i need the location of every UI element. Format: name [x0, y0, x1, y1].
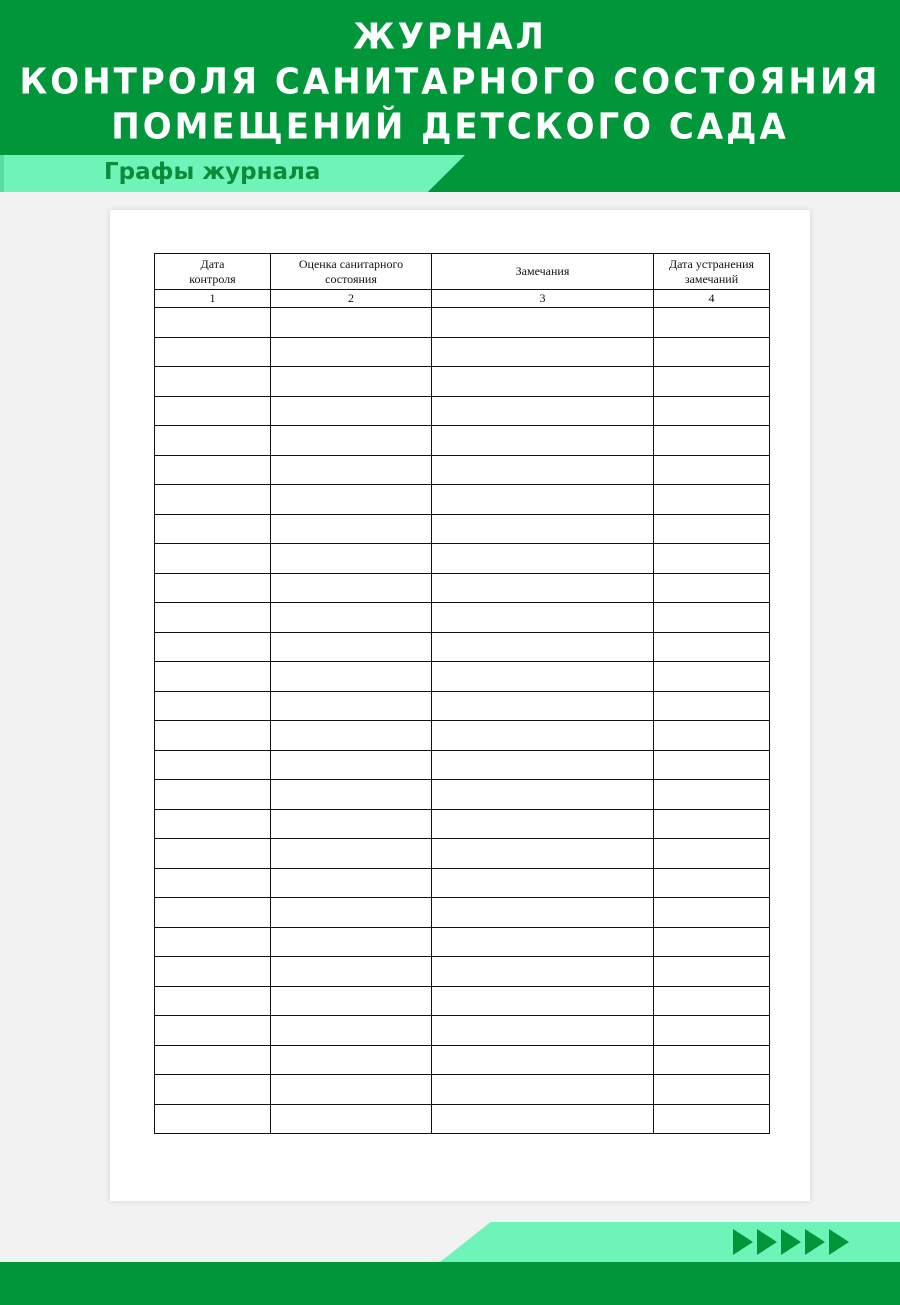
table-row: [155, 809, 770, 839]
title-line-2: КОНТРОЛЯ САНИТАРНОГО СОСТОЯНИЯ: [19, 60, 881, 103]
table-cell: [654, 367, 770, 397]
table-cell: [155, 426, 271, 456]
table-cell: [432, 632, 654, 662]
title-line-1: ЖУРНАЛ: [353, 15, 547, 58]
table-cell: [155, 308, 271, 338]
table-row: [155, 662, 770, 692]
table-row: [155, 927, 770, 957]
table-cell: [271, 957, 432, 987]
table-cell: [271, 485, 432, 515]
table-cell: [155, 603, 271, 633]
table-cell: [271, 898, 432, 928]
table-cell: [271, 1075, 432, 1105]
arrow-right-icon: [733, 1229, 753, 1255]
table-cell: [155, 691, 271, 721]
table-cell: [432, 839, 654, 869]
table-cell: [155, 455, 271, 485]
table-row: [155, 485, 770, 515]
table-cell: [155, 780, 271, 810]
table-cell: [155, 544, 271, 574]
table-cell: [271, 780, 432, 810]
table-cell: [432, 426, 654, 456]
table-cell: [155, 809, 271, 839]
column-number: 2: [271, 290, 432, 308]
table-cell: [654, 514, 770, 544]
table-cell: [432, 1045, 654, 1075]
table-cell: [155, 868, 271, 898]
table-cell: [155, 337, 271, 367]
table-cell: [654, 721, 770, 751]
table-cell: [271, 367, 432, 397]
table-row: [155, 396, 770, 426]
journal-page: [110, 210, 810, 1201]
table-row: [155, 1075, 770, 1105]
table-cell: [271, 986, 432, 1016]
table-cell: [271, 721, 432, 751]
table-row: [155, 957, 770, 987]
table-cell: [432, 1104, 654, 1134]
table-cell: [155, 957, 271, 987]
table-row: [155, 514, 770, 544]
table-cell: [271, 426, 432, 456]
journal-table: [154, 253, 770, 1134]
table-cell: [432, 898, 654, 928]
table-row: [155, 573, 770, 603]
table-row: [155, 986, 770, 1016]
table-cell: [654, 780, 770, 810]
table-cell: [432, 485, 654, 515]
table-cell: [432, 957, 654, 987]
table-cell: [271, 337, 432, 367]
table-cell: [654, 1075, 770, 1105]
table-cell: [654, 839, 770, 869]
table-cell: [271, 308, 432, 338]
table-row: [155, 1045, 770, 1075]
table-cell: [271, 662, 432, 692]
table-cell: [654, 898, 770, 928]
table-cell: [654, 1016, 770, 1046]
table-cell: [654, 485, 770, 515]
table-cell: [155, 367, 271, 397]
table-cell: [155, 1075, 271, 1105]
table-cell: [155, 721, 271, 751]
table-cell: [432, 780, 654, 810]
table-row: [155, 721, 770, 751]
table-cell: [155, 986, 271, 1016]
table-cell: [654, 396, 770, 426]
table-body: [155, 308, 770, 1134]
table-row: [155, 426, 770, 456]
table-cell: [654, 632, 770, 662]
table-cell: [271, 691, 432, 721]
table-cell: [654, 750, 770, 780]
table-row: [155, 308, 770, 338]
table-cell: [432, 1016, 654, 1046]
table-row: [155, 898, 770, 928]
arrow-right-icon: [781, 1229, 801, 1255]
table-cell: [432, 573, 654, 603]
column-number: 4: [654, 290, 770, 308]
table-cell: [654, 957, 770, 987]
table-cell: [155, 573, 271, 603]
column-number: 1: [155, 290, 271, 308]
column-header-control-date: Дата контроля: [155, 254, 271, 290]
column-header-sanitary-assessment: Оценка санитарного состояния: [271, 254, 432, 290]
table-cell: [432, 544, 654, 574]
table-cell: [271, 544, 432, 574]
table-cell: [155, 750, 271, 780]
table-cell: [654, 691, 770, 721]
table-cell: [155, 514, 271, 544]
table-cell: [654, 1045, 770, 1075]
table-row: [155, 544, 770, 574]
table-cell: [271, 809, 432, 839]
table-cell: [432, 868, 654, 898]
table-cell: [432, 986, 654, 1016]
table-cell: [432, 396, 654, 426]
table-header-row: [155, 254, 770, 290]
table-cell: [654, 927, 770, 957]
column-number: 3: [432, 290, 654, 308]
table-cell: [271, 1045, 432, 1075]
table-cell: [432, 603, 654, 633]
table-cell: [654, 544, 770, 574]
table-cell: [271, 1016, 432, 1046]
table-cell: [271, 603, 432, 633]
column-header-fix-date: Дата устранения замечаний: [654, 254, 770, 290]
table-cell: [271, 927, 432, 957]
table-cell: [432, 337, 654, 367]
table-cell: [271, 750, 432, 780]
table-cell: [432, 367, 654, 397]
title-line-3: ПОМЕЩЕНИЙ ДЕТСКОГО САДА: [111, 106, 789, 149]
table-cell: [155, 396, 271, 426]
table-cell: [654, 337, 770, 367]
table-row: [155, 367, 770, 397]
table-cell: [155, 632, 271, 662]
arrows-decoration: [733, 1229, 853, 1257]
arrow-right-icon: [829, 1229, 849, 1255]
section-subtitle: Графы журнала: [104, 159, 321, 185]
table-cell: [432, 1075, 654, 1105]
table-cell: [155, 1045, 271, 1075]
table-cell: [654, 308, 770, 338]
table-cell: [432, 927, 654, 957]
table-cell: [432, 662, 654, 692]
table-number-row: [155, 290, 770, 308]
table-cell: [155, 839, 271, 869]
table-cell: [432, 750, 654, 780]
page-title: [0, 15, 900, 150]
table-cell: [271, 1104, 432, 1134]
table-cell: [432, 721, 654, 751]
table-cell: [155, 927, 271, 957]
table-row: [155, 337, 770, 367]
arrow-right-icon: [805, 1229, 825, 1255]
table-cell: [432, 691, 654, 721]
table-cell: [654, 573, 770, 603]
table-cell: [654, 1104, 770, 1134]
table-cell: [432, 455, 654, 485]
table-cell: [155, 485, 271, 515]
table-cell: [654, 986, 770, 1016]
table-row: [155, 868, 770, 898]
table-row: [155, 1016, 770, 1046]
table-cell: [654, 868, 770, 898]
arrow-right-icon: [757, 1229, 777, 1255]
table-cell: [155, 1104, 271, 1134]
table-cell: [155, 662, 271, 692]
table-cell: [654, 809, 770, 839]
table-cell: [271, 455, 432, 485]
table-cell: [432, 809, 654, 839]
table-cell: [654, 662, 770, 692]
table-cell: [155, 898, 271, 928]
table-row: [155, 632, 770, 662]
footer-bar: [0, 1262, 900, 1305]
table-cell: [271, 839, 432, 869]
table-cell: [155, 1016, 271, 1046]
table-cell: [432, 514, 654, 544]
column-header-remarks: Замечания: [432, 254, 654, 290]
table-cell: [271, 573, 432, 603]
table-cell: [271, 514, 432, 544]
table-row: [155, 750, 770, 780]
table-cell: [654, 426, 770, 456]
table-cell: [271, 868, 432, 898]
table-row: [155, 1104, 770, 1134]
table-row: [155, 839, 770, 869]
table-row: [155, 603, 770, 633]
table-row: [155, 455, 770, 485]
table-row: [155, 691, 770, 721]
table-cell: [271, 632, 432, 662]
table-row: [155, 780, 770, 810]
table-cell: [432, 308, 654, 338]
table-cell: [654, 455, 770, 485]
table-cell: [271, 396, 432, 426]
table-cell: [654, 603, 770, 633]
